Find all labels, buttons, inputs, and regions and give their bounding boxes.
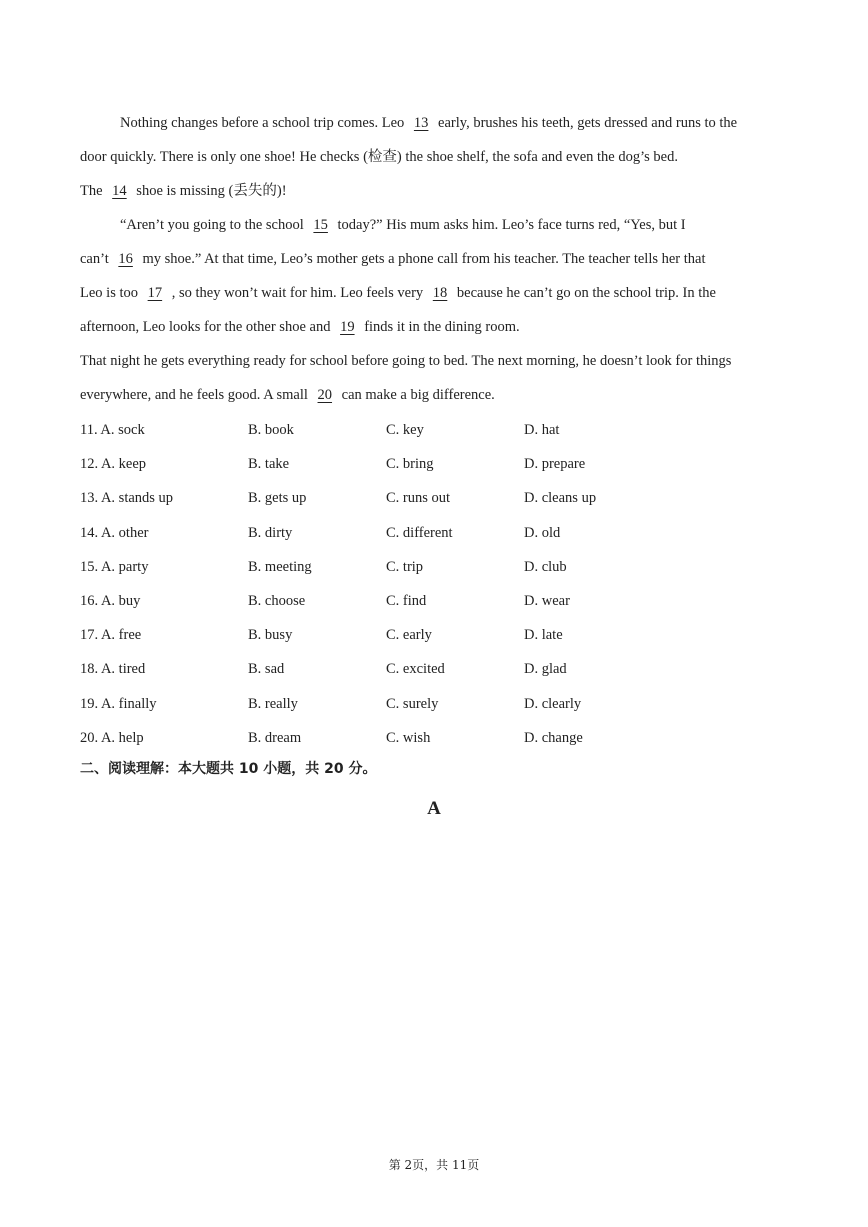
- option-a: 13. A. stands up: [80, 490, 174, 507]
- option-c: C. different: [386, 524, 453, 541]
- section-letter: A: [427, 798, 441, 819]
- question-16-options: [80, 584, 792, 618]
- option-b: B. busy: [248, 627, 293, 644]
- answer-options: [80, 413, 792, 755]
- passage-text: early, brushes his teeth, gets dressed and runs to the: [438, 115, 738, 131]
- passage-text: because he can’t go on the school trip. In the: [456, 285, 716, 301]
- option-c: C. runs out: [386, 490, 451, 507]
- option-a: 12. A. keep: [80, 456, 147, 473]
- option-b: B. dream: [248, 729, 302, 746]
- question-20-options: [80, 721, 792, 755]
- passage-text: can’t: [80, 251, 109, 267]
- option-c: C. surely: [386, 695, 439, 712]
- option-b: B. meeting: [248, 558, 312, 575]
- passage-text: , so they won’t wait for him. Leo feels very: [171, 285, 424, 301]
- option-b: B. take: [248, 456, 290, 473]
- option-b: B. sad: [248, 661, 285, 678]
- passage-text: can make a big difference.: [341, 387, 495, 403]
- question-18-options: [80, 652, 792, 686]
- option-c: C. wish: [386, 729, 431, 746]
- passage-text: The: [80, 183, 103, 199]
- question-19-options: [80, 687, 792, 721]
- option-a: 17. A. free: [80, 627, 142, 644]
- blank-17: 17: [147, 285, 163, 301]
- option-b: B. gets up: [248, 490, 307, 507]
- blank-15: 15: [313, 217, 328, 233]
- option-a: 19. A. finally: [80, 695, 157, 712]
- option-d: D. hat: [524, 422, 560, 438]
- blank-20: 20: [317, 387, 333, 403]
- passage-text: “Aren’t you going to the school: [120, 217, 304, 233]
- option-d: D. late: [524, 627, 563, 644]
- option-a: 14. A. other: [80, 524, 149, 541]
- question-13-options: [80, 481, 792, 515]
- question-12-options: [80, 447, 792, 481]
- passage-line-7: [80, 310, 792, 344]
- option-b: B. dirty: [248, 524, 293, 541]
- option-d: D. glad: [524, 661, 567, 678]
- passage-text: Nothing changes before a school trip comes. Leo: [120, 115, 405, 131]
- blank-19: 19: [340, 319, 355, 335]
- option-c: C. excited: [386, 661, 445, 678]
- option-b: B. book: [248, 422, 294, 438]
- option-c: C. early: [386, 627, 432, 644]
- passage-text: door quickly. There is only one shoe! He checks (检查) the shoe shelf, the sofa and even the dog’s bed.: [80, 149, 678, 165]
- passage-text: everywhere, and he feels good. A small: [80, 387, 308, 403]
- question-15-options: [80, 550, 792, 584]
- question-14-options: [80, 516, 792, 550]
- passage-line-9: [80, 378, 792, 412]
- cloze-passage: [80, 106, 792, 412]
- option-a: 18. A. tired: [80, 661, 146, 678]
- passage-line-1: [80, 106, 792, 140]
- option-d: D. wear: [524, 592, 570, 609]
- passage-line-6: [80, 276, 792, 310]
- passage-line-8: [80, 344, 792, 378]
- option-a: 16. A. buy: [80, 592, 141, 609]
- option-a: 15. A. party: [80, 558, 149, 575]
- option-d: D. prepare: [524, 456, 586, 473]
- passage-text: afternoon, Leo looks for the other shoe and: [80, 319, 331, 335]
- blank-16: 16: [118, 251, 133, 267]
- passage-text: shoe is missing (丢失的)!: [136, 183, 287, 199]
- passage-line-3: [80, 174, 792, 208]
- page-footer: 第 2页，共 11页: [388, 1158, 480, 1172]
- question-17-options: [80, 618, 792, 652]
- blank-14: 14: [112, 183, 127, 199]
- passage-text: That night he gets everything ready for school before going to bed. The next morning, he doesn’t look for things: [80, 353, 732, 369]
- option-c: C. find: [386, 592, 427, 609]
- option-c: C. key: [386, 422, 424, 438]
- option-d: D. club: [524, 558, 567, 575]
- option-b: B. choose: [248, 592, 306, 609]
- option-d: D. old: [524, 524, 561, 541]
- option-d: D. cleans up: [524, 490, 597, 507]
- passage-text: today?” His mum asks him. Leo’s face turns red, “Yes, but I: [337, 217, 686, 233]
- passage-line-4: [80, 208, 792, 242]
- option-a: 11. A. sock: [80, 422, 145, 438]
- question-11-options: [80, 413, 792, 447]
- option-b: B. really: [248, 695, 298, 712]
- passage-text: my shoe.” At that time, Leo’s mother gets a phone call from his teacher. The teacher tells her that: [142, 251, 706, 267]
- passage-text: Leo is too: [80, 285, 138, 301]
- option-a: 20. A. help: [80, 729, 144, 746]
- option-c: C. bring: [386, 456, 434, 473]
- blank-13: 13: [413, 115, 429, 131]
- passage-line-2: [80, 140, 792, 174]
- passage-text: finds it in the dining room.: [364, 319, 520, 335]
- option-c: C. trip: [386, 558, 424, 575]
- section-heading: 二、阅读理解：本大题共 10 小题，共 20 分。: [80, 761, 377, 777]
- blank-18: 18: [432, 285, 448, 301]
- option-d: D. change: [524, 729, 583, 746]
- passage-line-5: [80, 242, 792, 276]
- option-d: D. clearly: [524, 695, 582, 712]
